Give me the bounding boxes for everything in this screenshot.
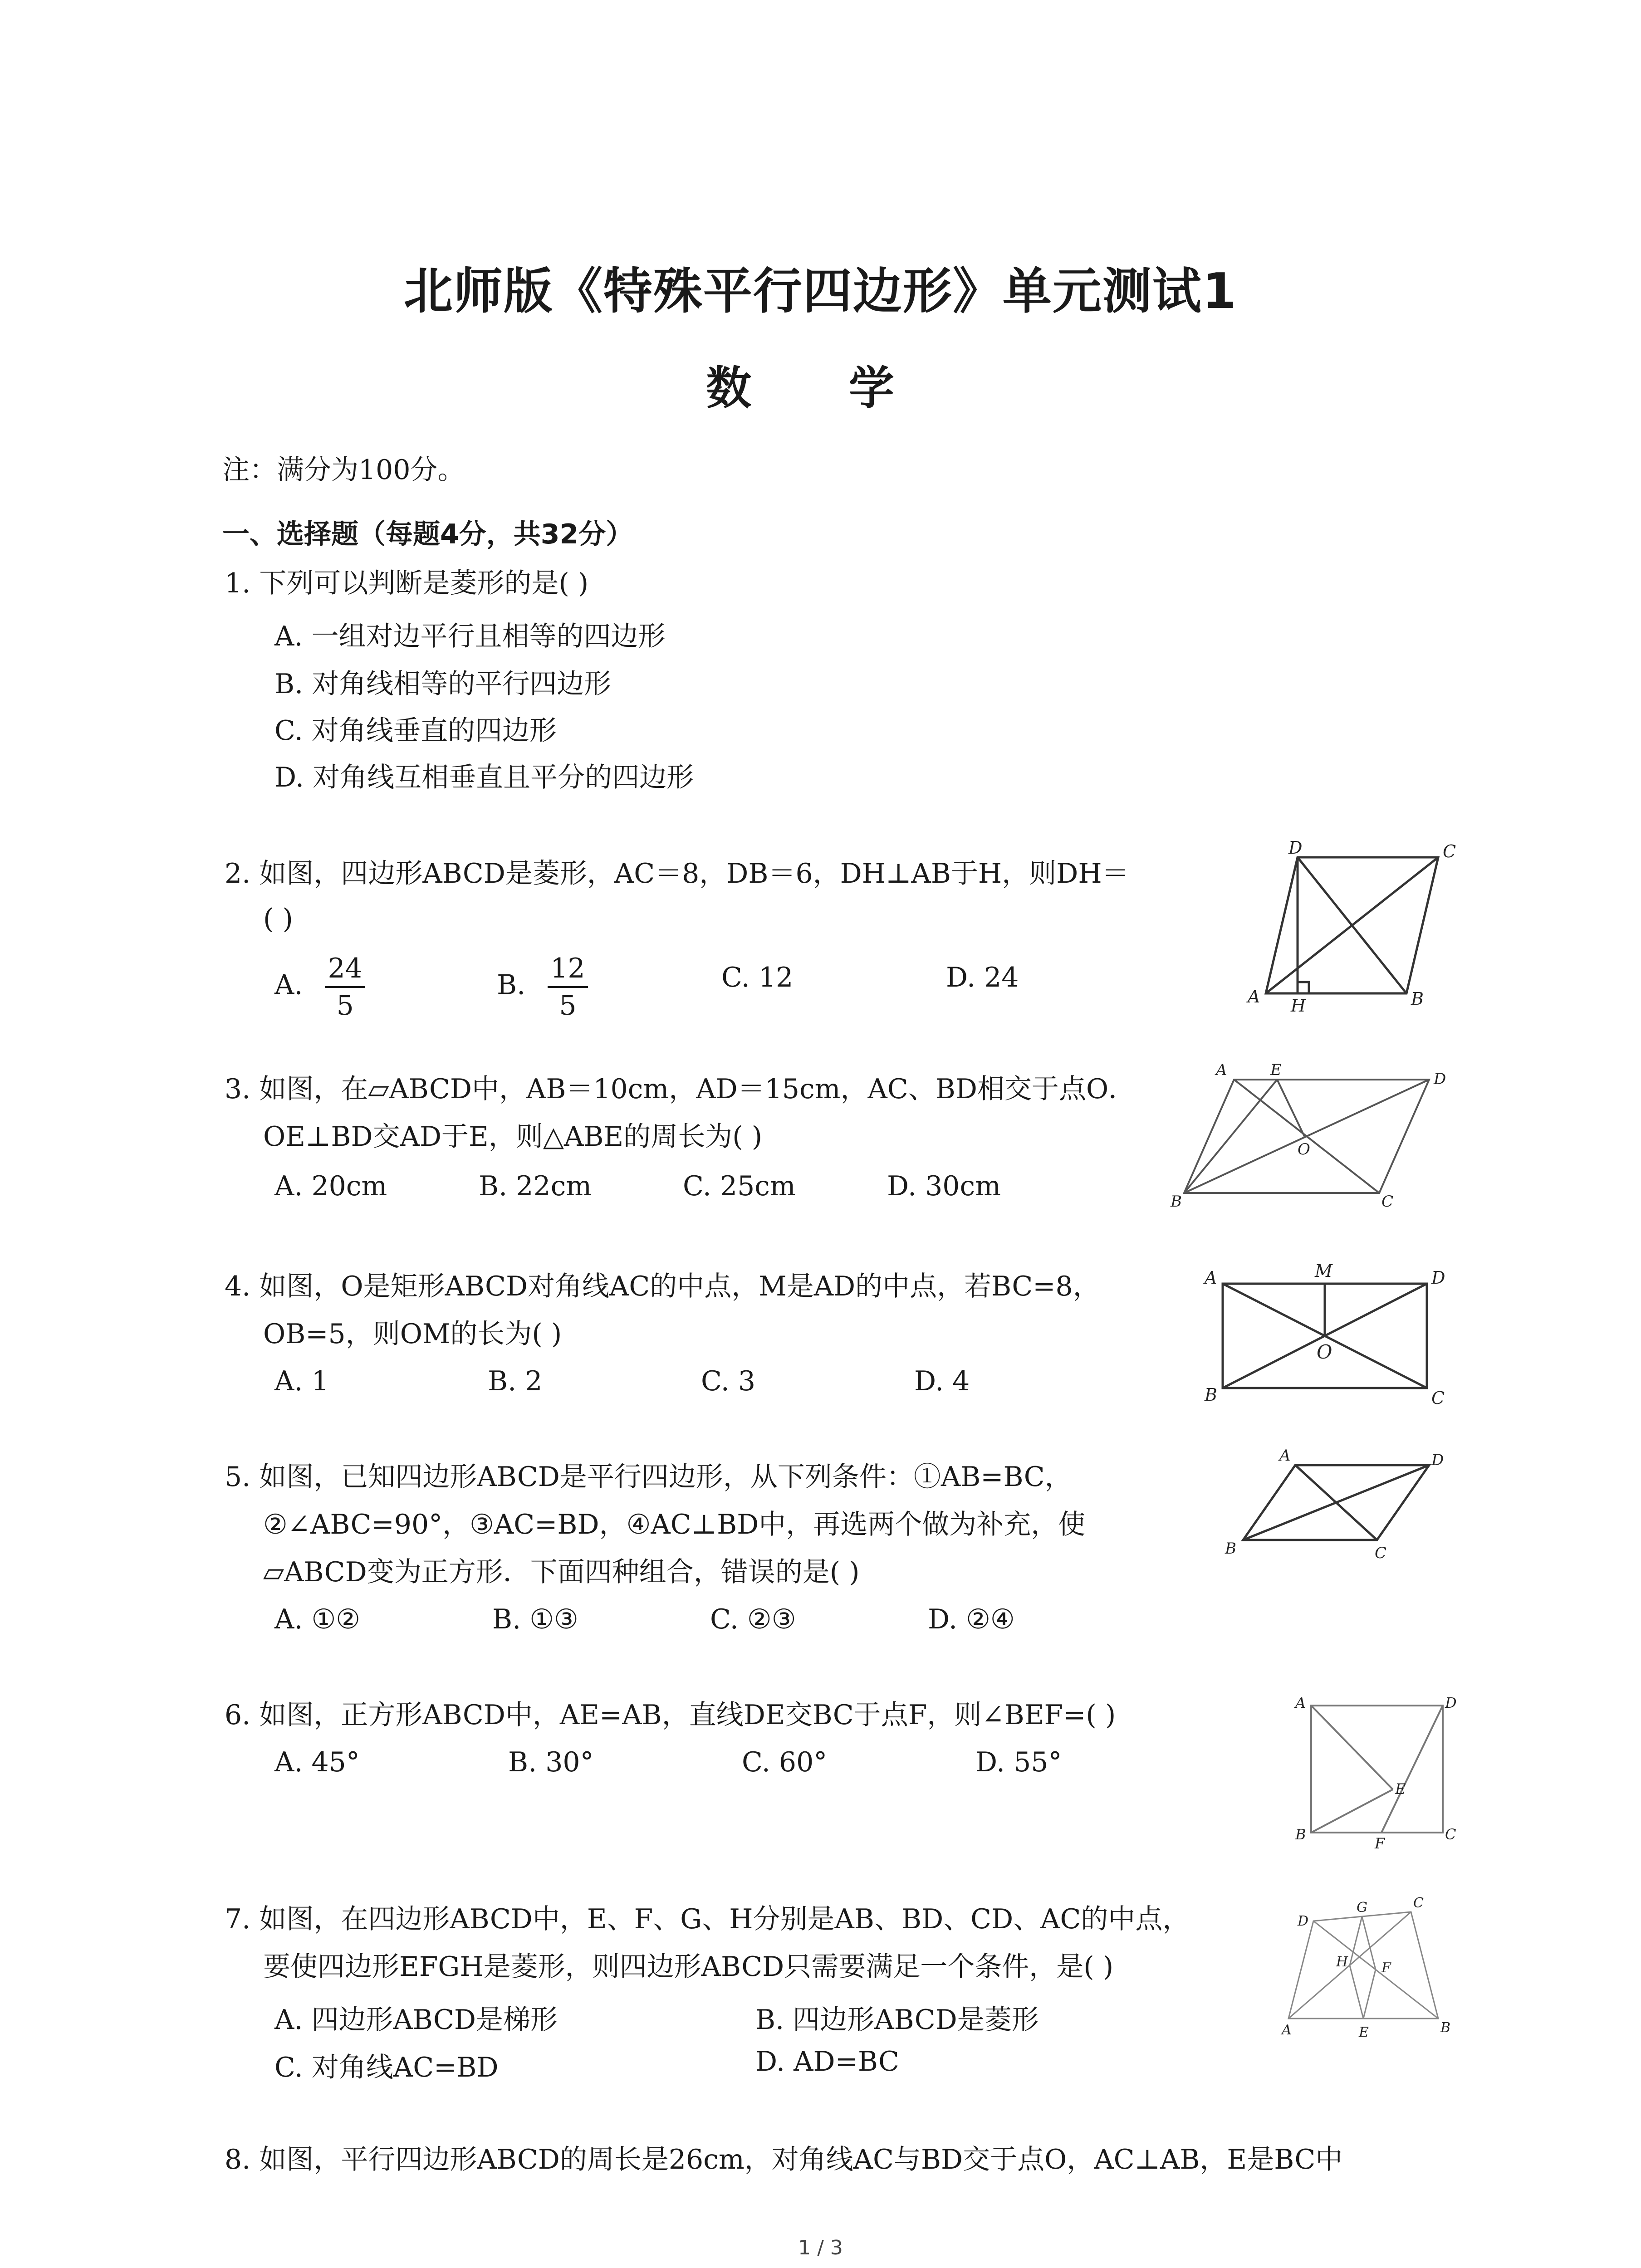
fig5-label-b: B — [1225, 1540, 1236, 1558]
score-note: 注：满分为100分。 — [222, 454, 465, 486]
fraction-a-denominator: 5 — [336, 990, 354, 1022]
option-b-label: B. — [497, 969, 526, 1001]
question-3-figure — [1166, 1057, 1456, 1211]
fraction-a-numerator: 24 — [325, 953, 365, 988]
fig5-label-d: D — [1431, 1451, 1444, 1469]
fig2-label-b: B — [1411, 989, 1424, 1009]
question-3-stem: 3. 如图，在▱ABCD中，AB＝10cm，AD＝15cm，AC、BD相交于点O． — [225, 1073, 1136, 1105]
question-5-option-d: D. ②④ — [928, 1603, 1015, 1635]
fig4-label-c: C — [1431, 1388, 1445, 1406]
fig7-label-a: A — [1282, 2022, 1292, 2038]
question-5-option-b: B. ①③ — [492, 1603, 578, 1635]
question-3-stem-cont: OE⊥BD交AD于E，则△ABE的周长为( ) — [263, 1121, 763, 1153]
question-7-option-a: A. 四边形ABCD是梯形 — [274, 2004, 558, 2036]
fraction-b-numerator: 12 — [548, 953, 588, 988]
question-3-option-d: D. 30cm — [887, 1170, 1001, 1202]
question-3-option-c: C. 25cm — [683, 1170, 796, 1202]
fig5-label-a: A — [1279, 1447, 1291, 1465]
fig4-label-m: M — [1315, 1261, 1332, 1281]
fig6-label-d: D — [1445, 1694, 1457, 1711]
fig7-label-b: B — [1440, 2020, 1451, 2036]
question-7-figure — [1270, 1887, 1465, 2041]
question-1-option-b: B. 对角线相等的平行四边形 — [274, 668, 612, 700]
question-4-option-d: D. 4 — [914, 1365, 970, 1397]
fig6-label-b: B — [1295, 1826, 1306, 1843]
question-8-stem: 8. 如图，平行四边形ABCD的周长是26cm，对角线AC与BD交于点O，AC⊥AB，E是BC中 — [225, 2144, 1343, 2175]
question-1-option-a: A. 一组对边平行且相等的四边形 — [274, 621, 666, 652]
fig3-label-a: A — [1216, 1061, 1227, 1079]
question-5-stem-cont: ②∠ABC=90°，③AC=BD，④AC⊥BD中，再选两个做为补充，使 — [263, 1509, 1086, 1540]
question-6-option-c: C. 60° — [742, 1746, 828, 1778]
question-7-option-d: D. AD=BC — [755, 2046, 899, 2077]
question-2-option-b — [497, 953, 588, 1022]
fig2-label-d: D — [1288, 839, 1303, 858]
question-6-figure — [1288, 1687, 1461, 1851]
page-number: 1 / 3 — [798, 2236, 843, 2259]
fig3-label-d: D — [1434, 1070, 1446, 1088]
fig2-label-c: C — [1443, 841, 1456, 861]
fraction-12-5 — [548, 953, 588, 1022]
document-title: 北师版《特殊平行四边形》单元测试1 — [403, 263, 1238, 320]
question-4-stem-cont: OB=5，则OM的长为( ) — [263, 1318, 562, 1350]
fig6-label-a: A — [1295, 1694, 1306, 1711]
question-3-option-b: B. 22cm — [479, 1170, 592, 1202]
question-1-option-d: D. 对角线互相垂直且平分的四边形 — [274, 762, 694, 793]
question-2-figure — [1243, 839, 1470, 1012]
fig4-label-d: D — [1431, 1268, 1445, 1288]
fig6-label-c: C — [1445, 1826, 1456, 1843]
question-6-option-b: B. 30° — [508, 1746, 594, 1778]
question-7-stem-cont: 要使四边形EFGH是菱形，则四边形ABCD只需要满足一个条件，是( ) — [263, 1951, 1114, 1983]
fraction-b-denominator: 5 — [559, 990, 577, 1022]
fig3-label-e: E — [1270, 1061, 1282, 1079]
fig7-label-f: F — [1381, 1960, 1391, 1976]
question-1-stem: 1. 下列可以判断是菱形的是( ) — [225, 567, 589, 599]
document-subject: 数 学 — [706, 362, 935, 415]
question-6-option-a: A. 45° — [274, 1746, 360, 1778]
question-5-stem-cont2: ▱ABCD变为正方形．下面四种组合，错误的是( ) — [263, 1556, 860, 1588]
question-2-option-c: C. 12 — [721, 962, 794, 993]
fig2-label-h: H — [1291, 996, 1306, 1012]
question-5-figure — [1220, 1442, 1456, 1579]
question-5-option-a: A. ①② — [274, 1603, 361, 1635]
question-7-option-c: C. 对角线AC=BD — [274, 2052, 499, 2083]
question-2-stem: 2. 如图，四边形ABCD是菱形，AC＝8，DB＝6，DH⊥AB于H，则DH＝ — [225, 858, 1129, 890]
fig3-label-b: B — [1171, 1193, 1182, 1211]
fig3-label-o: O — [1298, 1140, 1310, 1158]
question-4-option-c: C. 3 — [701, 1365, 756, 1397]
fig7-label-h: H — [1336, 1954, 1348, 1970]
fig6-label-f: F — [1375, 1835, 1385, 1851]
question-2-option-a — [274, 953, 365, 1022]
fig7-label-c: C — [1413, 1895, 1424, 1911]
question-4-option-b: B. 2 — [488, 1365, 543, 1397]
question-6-option-d: D. 55° — [975, 1746, 1062, 1778]
fraction-24-5 — [325, 953, 365, 1022]
question-3-option-a: A. 20cm — [274, 1170, 387, 1202]
question-1-option-c: C. 对角线垂直的四边形 — [274, 715, 557, 747]
question-4-figure — [1198, 1256, 1452, 1406]
option-a-label: A. — [274, 969, 303, 1001]
fig5-label-c: C — [1375, 1544, 1387, 1562]
question-7-stem: 7. 如图，在四边形ABCD中，E、F、G、H分别是AB、BD、CD、AC的中点， — [225, 1903, 1190, 1935]
question-5-stem: 5. 如图，已知四边形ABCD是平行四边形，从下列条件：①AB=BC， — [225, 1461, 1072, 1493]
fig6-label-e: E — [1395, 1780, 1406, 1798]
question-2-stem-cont: ( ) — [263, 903, 293, 935]
fig7-label-d: D — [1298, 1913, 1309, 1929]
fig7-label-e: E — [1359, 2024, 1369, 2040]
question-4-option-a: A. 1 — [274, 1365, 329, 1397]
question-4-stem: 4. 如图，O是矩形ABCD对角线AC的中点，M是AD的中点，若BC=8， — [225, 1271, 1100, 1302]
question-7-option-b: B. 四边形ABCD是菱形 — [755, 2004, 1039, 2036]
question-6-stem: 6. 如图，正方形ABCD中，AE=AB，直线DE交BC于点F，则∠BEF=( ) — [225, 1699, 1116, 1731]
fig4-label-b: B — [1205, 1385, 1217, 1405]
section-heading: 一、选择题（每题4分，共32分） — [222, 518, 633, 550]
question-2-option-d: D. 24 — [946, 962, 1019, 993]
fig4-label-a: A — [1205, 1268, 1217, 1288]
fig2-label-a: A — [1248, 987, 1260, 1007]
fig7-label-g: G — [1357, 1900, 1367, 1916]
fig3-label-c: C — [1381, 1193, 1394, 1211]
fig4-label-o: O — [1317, 1341, 1332, 1363]
question-5-option-c: C. ②③ — [710, 1603, 796, 1635]
